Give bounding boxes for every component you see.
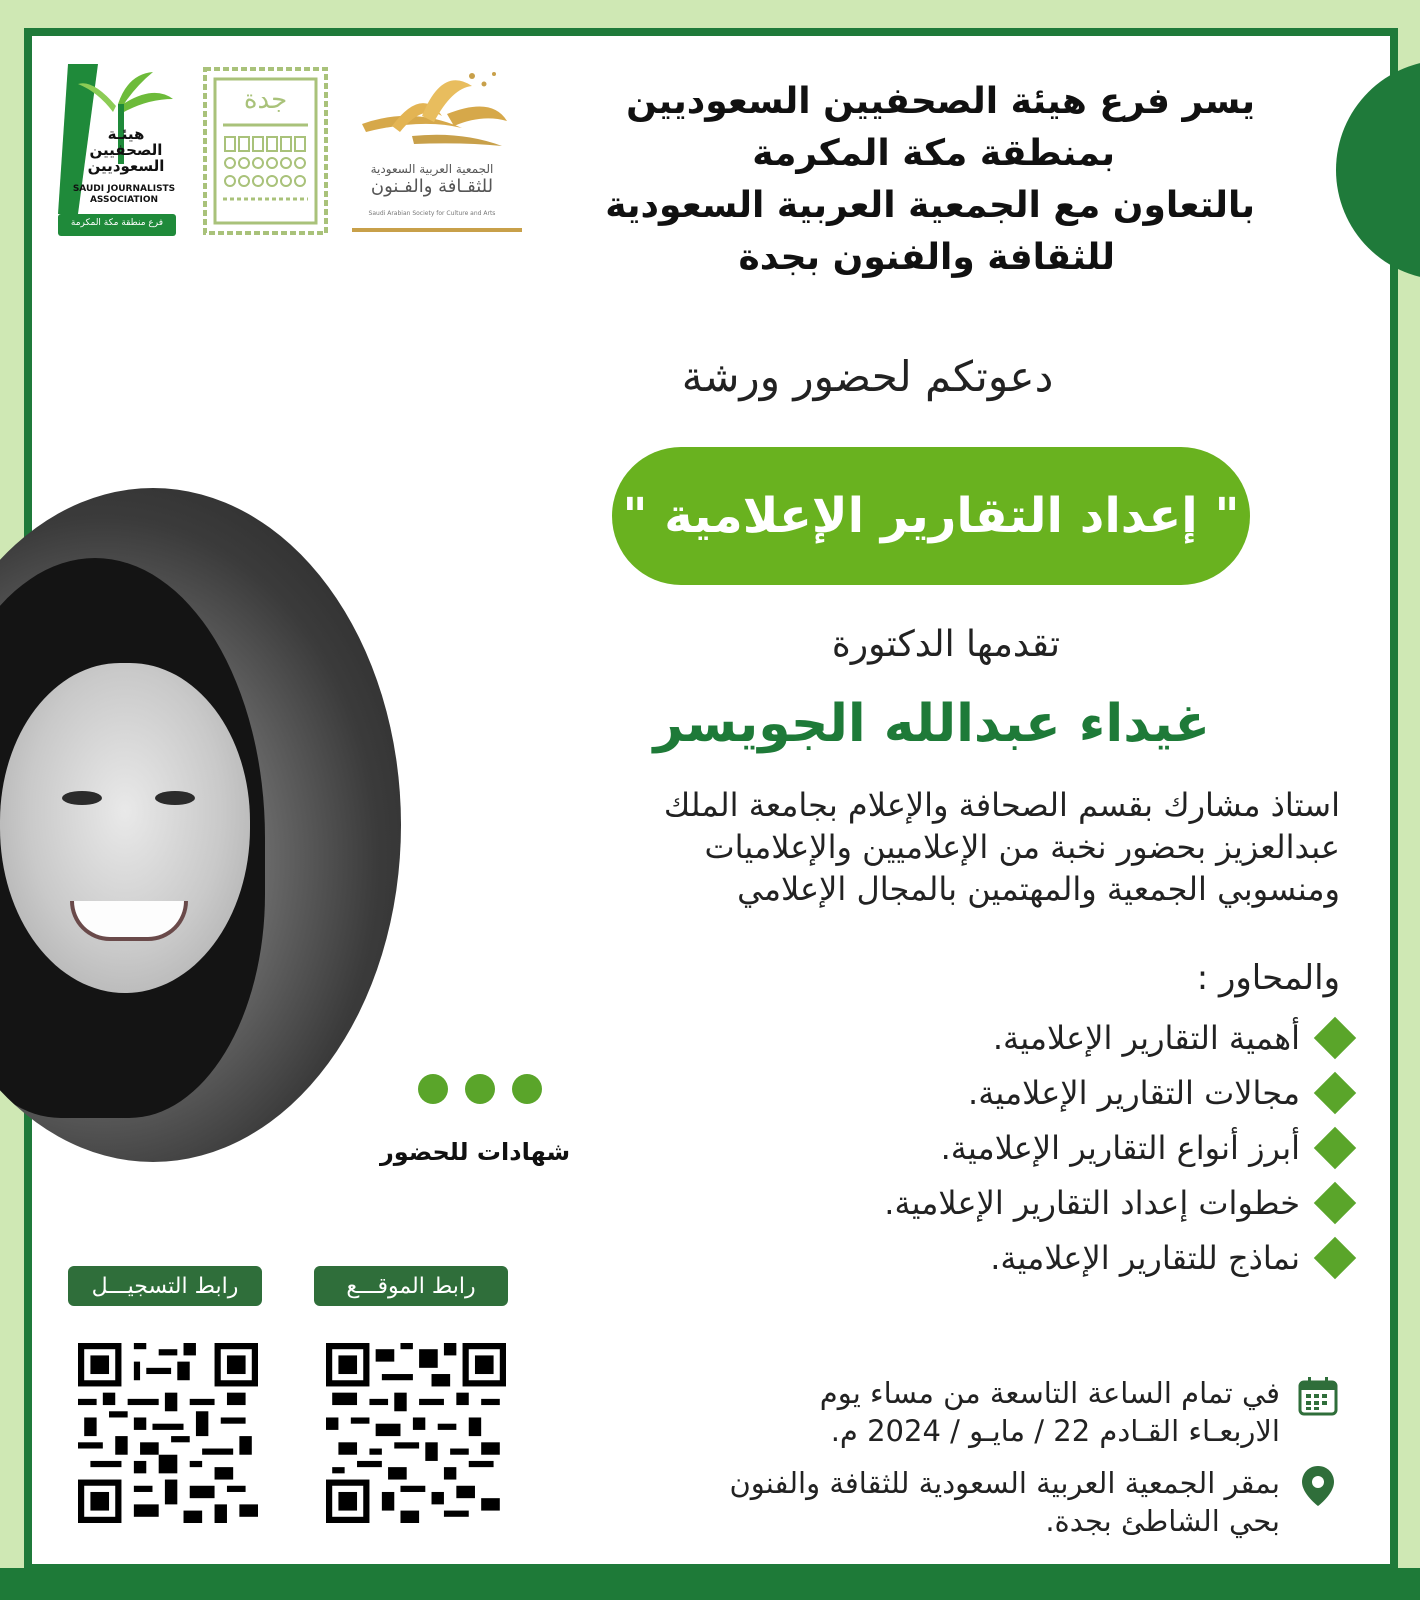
header-line: بمنطقة مكة المكرمة: [752, 133, 1115, 174]
decor-dot: [418, 1074, 448, 1104]
header-intro: [560, 76, 1255, 284]
location-info: [640, 1464, 1340, 1540]
location-line: بحي الشاطئ بجدة.: [1045, 1504, 1280, 1538]
website-qr-code[interactable]: [326, 1343, 506, 1523]
topic-text: أهمية التقارير الإعلامية.: [992, 1018, 1300, 1057]
certificates-note: شهادات للحضور: [379, 1138, 571, 1166]
registration-link-label[interactable]: رابط التسجيـــل: [68, 1266, 262, 1306]
header-line: للثقافة والفنون بجدة: [738, 237, 1115, 278]
list-item: [700, 1010, 1360, 1065]
photo-eye: [62, 791, 102, 805]
workshop-title: " إعداد التقارير الإعلامية ": [612, 447, 1250, 585]
photo-face: [0, 663, 250, 993]
decor-dot: [465, 1074, 495, 1104]
header-line: يسر فرع هيئة الصحفيين السعوديين: [626, 81, 1255, 122]
topic-text: نماذج للتقارير الإعلامية.: [990, 1238, 1300, 1277]
schedule-line: في تمام الساعة التاسعة من مساء يوم: [819, 1376, 1280, 1410]
diamond-bullet-icon: [1314, 1016, 1356, 1058]
journalists-logo: [58, 64, 176, 236]
photo-smile: [70, 901, 188, 941]
bottom-bar: [0, 1568, 1420, 1600]
list-item: [700, 1230, 1360, 1285]
topic-text: خطوات إعداد التقارير الإعلامية.: [884, 1183, 1300, 1222]
journalists-logo-line: هيئـة: [107, 125, 145, 143]
presented-by: تقدمها الدكتورة: [831, 624, 1060, 665]
calendar-icon: [1296, 1374, 1340, 1418]
speaker-name: غيداء عبدالله الجويسر: [653, 694, 1210, 754]
diamond-bullet-icon: [1314, 1126, 1356, 1168]
society-logo-english: Saudi Arabian Society for Culture and Arts: [368, 210, 496, 217]
bio-line: ومنسوبي الجمعية والمهتمين بالمجال الإعلامي: [737, 870, 1340, 908]
topic-text: مجالات التقارير الإعلامية.: [968, 1073, 1300, 1112]
society-logo-rule: [352, 228, 522, 232]
society-emblem-icon: [352, 66, 522, 166]
list-item: [700, 1065, 1360, 1120]
photo-eye: [155, 791, 195, 805]
journalists-logo-branch: فرع منطقة مكة المكرمة: [70, 218, 164, 228]
website-link-label[interactable]: رابط الموقـــع: [314, 1266, 508, 1306]
bio-line: استاذ مشارك بقسم الصحافة والإعلام بجامعة الملك: [663, 786, 1340, 824]
topic-list: [700, 1010, 1360, 1285]
location-pin-icon: [1296, 1464, 1340, 1508]
jeddah-logo-text: جدة: [243, 85, 288, 115]
journalists-logo-line: السعوديين: [87, 157, 165, 175]
list-item: [700, 1175, 1360, 1230]
decor-dots: [418, 1074, 542, 1104]
location-line: بمقر الجمعية العربية السعودية للثقافة والفنون: [729, 1466, 1280, 1500]
axes-label: والمحاور :: [1196, 958, 1340, 998]
schedule-line: الاربعـاء القـادم 22 / مايـو / 2024 م.: [830, 1414, 1280, 1448]
topic-text: أبرز أنواع التقارير الإعلامية.: [940, 1128, 1300, 1167]
bio-line: عبدالعزيز بحضور نخبة من الإعلاميين والإعلاميات: [704, 828, 1340, 866]
society-logo-line2: للثقـافة والفـنون: [370, 176, 494, 197]
journalists-logo-english: SAUDI JOURNALISTS: [72, 184, 176, 194]
diamond-bullet-icon: [1314, 1181, 1356, 1223]
speaker-bio: [470, 784, 1340, 910]
diamond-bullet-icon: [1314, 1236, 1356, 1278]
header-line: بالتعاون مع الجمعية العربية السعودية: [605, 185, 1255, 226]
schedule-info: [660, 1374, 1340, 1450]
invite-text: دعوتكم لحضور ورشة: [681, 352, 1054, 401]
diamond-bullet-icon: [1314, 1071, 1356, 1113]
decor-dot: [512, 1074, 542, 1104]
journalists-logo-line: الصحفيين: [89, 141, 163, 159]
jeddah-logo: [203, 67, 328, 235]
registration-qr-code[interactable]: [78, 1343, 258, 1523]
society-logo-line1: الجمعية العربية السعودية: [370, 162, 494, 176]
society-logo: [352, 66, 522, 238]
list-item: [700, 1120, 1360, 1175]
journalists-logo-english: ASSOCIATION: [89, 195, 159, 205]
